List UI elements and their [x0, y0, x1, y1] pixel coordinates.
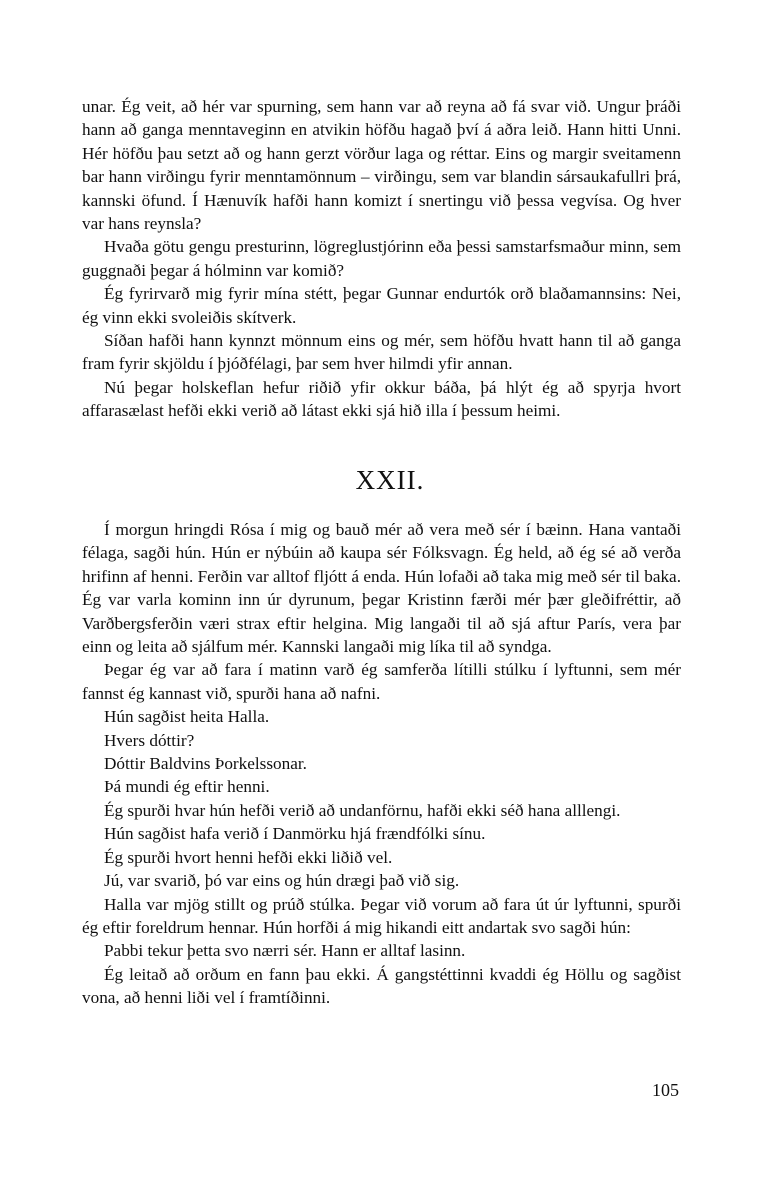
paragraph: Ég spurði hvar hún hefði verið að undanförnu, hafði ekki séð hana alllengi. — [104, 800, 621, 820]
page-number: 105 — [652, 1080, 679, 1100]
paragraph: Síðan hafði hann kynnzt mönnum eins og mér, sem höfðu hvatt hann til að ganga fram fyrir skjöldu í þjóðfélagi, þar sem hver hilmdi yfir annan. — [82, 331, 681, 374]
paragraph: Þá mundi ég eftir henni. — [104, 777, 270, 797]
chapter-heading: XXII. — [355, 465, 425, 495]
paragraph: unar. Ég veit, að hér var spurning, sem hann var að reyna að fá svar við. Ungur þráði hann að ganga menntaveginn en atvikin höfðu hagað því á aðra leið. Hann hitti Unni. Hér höfðu þau setzt að og hann gerzt vörður laga og réttar. Eins og margir sveitamenn bar hann virðingu fyrir menntamönnum – virðingu, sem var blandin sársaukafullri þrá, kannski öfund. Í Hænuvík hafði hann komizt í snertingu við þessa vegvísa. Og hver var hans reynsla? — [82, 97, 681, 234]
paragraph: Pabbi tekur þetta svo nærri sér. Hann er alltaf lasinn. — [104, 941, 466, 961]
paragraph: Í morgun hringdi Rósa í mig og bauð mér að vera með sér í bæinn. Hana vantaði félaga, sagði hún. Hún er nýbúin að kaupa sér Fólksvagn. Ég held, að ég sé að verða hrifinn af henni. Ferðin var alltof fljótt á enda. Hún lofaði að taka mig með sér til baka. Ég var varla kominn inn úr dyrunum, þegar Kristinn færði mér þær gleðifréttir, að Varðbergsferðin væri strax eftir helgina. Mig langaði til að sjá aftur París, vera þar einn og leita að sjálfum mér. Kannski langaði mig líka til að syndga. — [82, 520, 681, 657]
paragraph: Ég spurði hvort henni hefði ekki liðið vel. — [104, 847, 393, 867]
paragraph: Hvaða götu gengu presturinn, lögreglustjórinn eða þessi samstarfsmaður minn, sem guggnaði þegar á hólminn var komið? — [82, 237, 681, 280]
previous-chapter-text — [82, 95, 681, 423]
paragraph: Nú þegar holskeflan hefur riðið yfir okkur báða, þá hlýt ég að spyrja hvort affarasælast hefði ekki verið að látast ekki sjá hið illa í þessum heimi. — [82, 377, 681, 421]
paragraph: Hvers dóttir? — [104, 730, 195, 750]
paragraph: Ég fyrirvarð mig fyrir mína stétt, þegar Gunnar endurtók orð blaðamannsins: Nei, ég vinn ekki svoleiðis skítverk. — [82, 284, 681, 327]
paragraph: Hún sagðist heita Halla. — [104, 707, 270, 727]
paragraph: Þegar ég var að fara í matinn varð ég samferða lítilli stúlku í lyftunni, sem mér fannst ég kannast við, spurði hana að nafni. — [82, 660, 681, 703]
paragraph: Ég leitað að orðum en fann þau ekki. Á gangstéttinni kvaddi ég Höllu og sagðist vona, að henni liði vel í framtíðinni. — [82, 964, 681, 1008]
paragraph: Halla var mjög stillt og prúð stúlka. Þegar við vorum að fara út úr lyftunni, spurði ég eftir foreldrum hennar. Hún horfði á mig hikandi eitt andartak svo sagði hún: — [82, 894, 681, 937]
paragraph: Hún sagðist hafa verið í Danmörku hjá frændfólki sínu. — [104, 824, 486, 844]
paragraph: Jú, var svarið, þó var eins og hún drægi það við sig. — [104, 871, 460, 891]
chapter-text — [82, 518, 681, 1010]
paragraph: Dóttir Baldvins Þorkelssonar. — [104, 754, 307, 774]
